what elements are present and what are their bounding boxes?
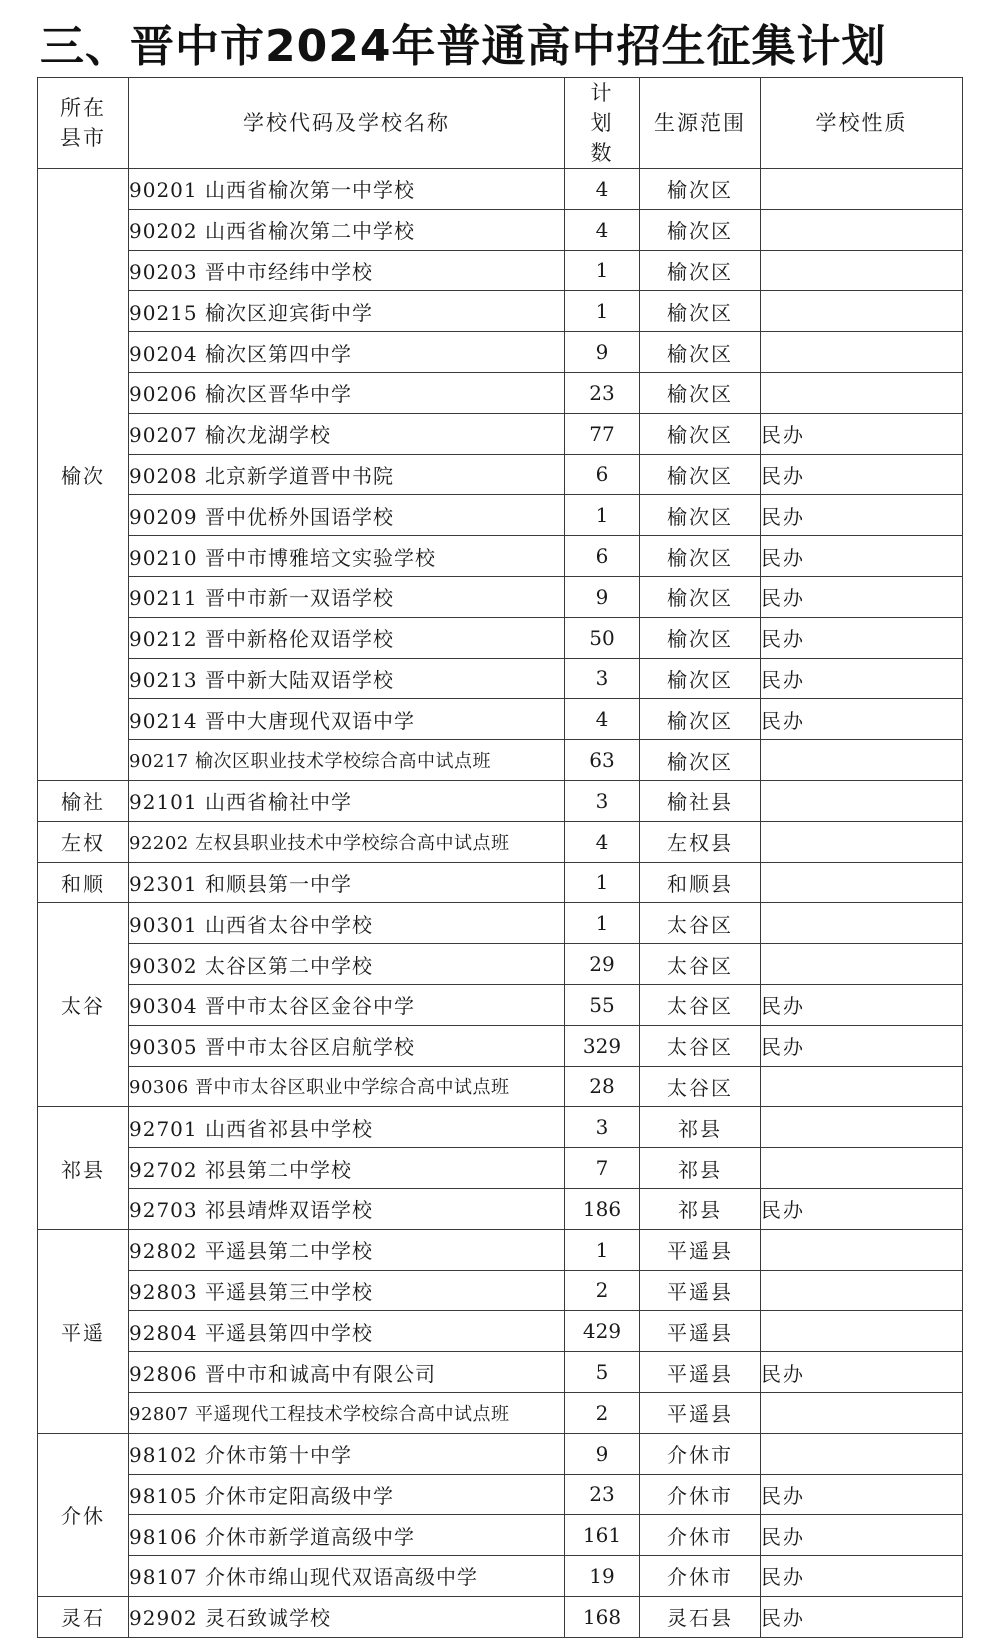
table-row	[38, 372, 963, 413]
source-scope-cell: 榆次区	[640, 209, 761, 250]
school-nature-cell	[761, 1066, 963, 1107]
plan-count-cell: 6	[565, 454, 640, 495]
school-nature-cell	[761, 780, 963, 821]
school-cell: 90202 山西省榆次第二中学校	[129, 209, 565, 250]
school-nature-cell: 民办	[761, 1474, 963, 1515]
school-nature-cell	[761, 291, 963, 332]
table-row	[38, 1596, 963, 1637]
table-row	[38, 1392, 963, 1433]
source-scope-cell: 平遥县	[640, 1352, 761, 1393]
table-row	[38, 250, 963, 291]
plan-count-cell: 7	[565, 1148, 640, 1189]
school-nature-cell	[761, 1311, 963, 1352]
plan-count-cell: 4	[565, 699, 640, 740]
school-nature-cell	[761, 1107, 963, 1148]
source-scope-cell: 榆次区	[640, 413, 761, 454]
table-row	[38, 903, 963, 944]
school-nature-cell: 民办	[761, 1596, 963, 1637]
plan-count-cell: 1	[565, 1229, 640, 1270]
source-scope-cell: 太谷区	[640, 944, 761, 985]
header-row	[38, 78, 963, 169]
school-cell: 98106 介休市新学道高级中学	[129, 1515, 565, 1556]
school-nature-cell: 民办	[761, 1556, 963, 1597]
school-nature-cell	[761, 209, 963, 250]
school-nature-cell: 民办	[761, 699, 963, 740]
plan-count-cell: 168	[565, 1596, 640, 1637]
table-row	[38, 821, 963, 862]
table-row	[38, 1066, 963, 1107]
school-cell: 92902 灵石致诚学校	[129, 1596, 565, 1637]
plan-count-cell: 50	[565, 617, 640, 658]
plan-count-cell: 2	[565, 1270, 640, 1311]
source-scope-cell: 左权县	[640, 821, 761, 862]
school-nature-cell	[761, 372, 963, 413]
plan-count-cell: 23	[565, 372, 640, 413]
plan-count-cell: 3	[565, 780, 640, 821]
source-scope-cell: 榆次区	[640, 291, 761, 332]
header-county: 所在县市	[38, 78, 129, 169]
table-row	[38, 984, 963, 1025]
header-nature: 学校性质	[761, 78, 963, 169]
school-cell: 90214 晋中大唐现代双语中学	[129, 699, 565, 740]
school-nature-cell: 民办	[761, 576, 963, 617]
table-row	[38, 1556, 963, 1597]
county-cell: 平遥	[38, 1229, 129, 1433]
plan-count-cell: 28	[565, 1066, 640, 1107]
source-scope-cell: 介休市	[640, 1433, 761, 1474]
school-cell: 90209 晋中优桥外国语学校	[129, 495, 565, 536]
table-row	[38, 1229, 963, 1270]
header-school: 学校代码及学校名称	[129, 78, 565, 169]
table-row	[38, 1352, 963, 1393]
school-cell: 90305 晋中市太谷区启航学校	[129, 1025, 565, 1066]
school-cell: 98107 介休市绵山现代双语高级中学	[129, 1556, 565, 1597]
source-scope-cell: 灵石县	[640, 1596, 761, 1637]
school-nature-cell: 民办	[761, 413, 963, 454]
school-nature-cell	[761, 944, 963, 985]
school-cell: 90212 晋中新格伦双语学校	[129, 617, 565, 658]
table-row	[38, 944, 963, 985]
table-row	[38, 1025, 963, 1066]
source-scope-cell: 榆次区	[640, 250, 761, 291]
source-scope-cell: 介休市	[640, 1474, 761, 1515]
school-cell: 90210 晋中市博雅培文实验学校	[129, 536, 565, 577]
plan-count-cell: 186	[565, 1188, 640, 1229]
source-scope-cell: 榆次区	[640, 536, 761, 577]
header-plan: 计划数	[565, 78, 640, 169]
page-title: 三、晋中市2024年普通高中招生征集计划	[40, 21, 887, 72]
source-scope-cell: 介休市	[640, 1515, 761, 1556]
school-nature-cell: 民办	[761, 984, 963, 1025]
table-row	[38, 740, 963, 781]
source-scope-cell: 太谷区	[640, 903, 761, 944]
plan-count-cell: 9	[565, 576, 640, 617]
plan-count-cell: 9	[565, 1433, 640, 1474]
plan-count-cell: 19	[565, 1556, 640, 1597]
plan-count-cell: 3	[565, 658, 640, 699]
school-cell: 90211 晋中市新一双语学校	[129, 576, 565, 617]
plan-count-cell: 3	[565, 1107, 640, 1148]
school-cell: 90207 榆次龙湖学校	[129, 413, 565, 454]
table-row	[38, 780, 963, 821]
county-cell: 灵石	[38, 1596, 129, 1637]
plan-count-cell: 161	[565, 1515, 640, 1556]
table-row	[38, 1474, 963, 1515]
source-scope-cell: 榆次区	[640, 658, 761, 699]
school-nature-cell	[761, 250, 963, 291]
school-nature-cell: 民办	[761, 658, 963, 699]
enrollment-plan-table	[37, 77, 963, 1638]
table-row	[38, 536, 963, 577]
school-cell: 92807 平遥现代工程技术学校综合高中试点班	[129, 1392, 565, 1433]
school-nature-cell: 民办	[761, 454, 963, 495]
source-scope-cell: 榆次区	[640, 495, 761, 536]
school-cell: 98105 介休市定阳高级中学	[129, 1474, 565, 1515]
school-cell: 90201 山西省榆次第一中学校	[129, 169, 565, 210]
table-row	[38, 1270, 963, 1311]
school-cell: 92803 平遥县第三中学校	[129, 1270, 565, 1311]
county-cell: 榆社	[38, 780, 129, 821]
plan-count-cell: 9	[565, 332, 640, 373]
source-scope-cell: 平遥县	[640, 1229, 761, 1270]
school-cell: 92802 平遥县第二中学校	[129, 1229, 565, 1270]
table-body	[38, 169, 963, 1638]
table-row	[38, 495, 963, 536]
source-scope-cell: 太谷区	[640, 1025, 761, 1066]
school-nature-cell	[761, 1433, 963, 1474]
source-scope-cell: 榆次区	[640, 699, 761, 740]
county-cell: 介休	[38, 1433, 129, 1596]
school-nature-cell	[761, 1270, 963, 1311]
source-scope-cell: 祁县	[640, 1188, 761, 1229]
table-row	[38, 862, 963, 903]
school-nature-cell	[761, 862, 963, 903]
plan-count-cell: 329	[565, 1025, 640, 1066]
source-scope-cell: 榆次区	[640, 372, 761, 413]
county-cell: 和顺	[38, 862, 129, 903]
plan-count-cell: 1	[565, 495, 640, 536]
source-scope-cell: 介休市	[640, 1556, 761, 1597]
school-cell: 90217 榆次区职业技术学校综合高中试点班	[129, 740, 565, 781]
table-row	[38, 576, 963, 617]
school-nature-cell	[761, 332, 963, 373]
plan-count-cell: 55	[565, 984, 640, 1025]
source-scope-cell: 榆次区	[640, 576, 761, 617]
plan-count-cell: 1	[565, 250, 640, 291]
source-scope-cell: 平遥县	[640, 1311, 761, 1352]
header-scope: 生源范围	[640, 78, 761, 169]
school-cell: 92806 晋中市和诚高中有限公司	[129, 1352, 565, 1393]
table-row	[38, 209, 963, 250]
county-cell: 祁县	[38, 1107, 129, 1229]
plan-count-cell: 6	[565, 536, 640, 577]
school-cell: 90213 晋中新大陆双语学校	[129, 658, 565, 699]
school-cell: 90304 晋中市太谷区金谷中学	[129, 984, 565, 1025]
table-row	[38, 169, 963, 210]
source-scope-cell: 榆社县	[640, 780, 761, 821]
school-nature-cell	[761, 740, 963, 781]
school-nature-cell	[761, 1148, 963, 1189]
school-cell: 90301 山西省太谷中学校	[129, 903, 565, 944]
plan-count-cell: 23	[565, 1474, 640, 1515]
plan-count-cell: 4	[565, 209, 640, 250]
source-scope-cell: 太谷区	[640, 984, 761, 1025]
school-cell: 90204 榆次区第四中学	[129, 332, 565, 373]
plan-count-cell: 5	[565, 1352, 640, 1393]
school-nature-cell	[761, 169, 963, 210]
county-cell: 左权	[38, 821, 129, 862]
school-nature-cell	[761, 1392, 963, 1433]
school-nature-cell: 民办	[761, 1025, 963, 1066]
source-scope-cell: 榆次区	[640, 454, 761, 495]
school-nature-cell: 民办	[761, 1352, 963, 1393]
plan-count-cell: 4	[565, 169, 640, 210]
school-nature-cell: 民办	[761, 617, 963, 658]
source-scope-cell: 平遥县	[640, 1392, 761, 1433]
table-row	[38, 1433, 963, 1474]
plan-count-cell: 29	[565, 944, 640, 985]
source-scope-cell: 祁县	[640, 1107, 761, 1148]
school-cell: 90206 榆次区晋华中学	[129, 372, 565, 413]
school-cell: 90306 晋中市太谷区职业中学综合高中试点班	[129, 1066, 565, 1107]
county-cell: 榆次	[38, 169, 129, 781]
table-row	[38, 1148, 963, 1189]
school-nature-cell: 民办	[761, 1515, 963, 1556]
source-scope-cell: 太谷区	[640, 1066, 761, 1107]
plan-count-cell: 1	[565, 291, 640, 332]
school-nature-cell: 民办	[761, 1188, 963, 1229]
table-row	[38, 1515, 963, 1556]
table-row	[38, 454, 963, 495]
table-row	[38, 1107, 963, 1148]
table-row	[38, 1188, 963, 1229]
school-cell: 92202 左权县职业技术中学校综合高中试点班	[129, 821, 565, 862]
plan-count-cell: 63	[565, 740, 640, 781]
school-nature-cell	[761, 1229, 963, 1270]
school-cell: 90302 太谷区第二中学校	[129, 944, 565, 985]
school-cell: 90208 北京新学道晋中书院	[129, 454, 565, 495]
school-nature-cell	[761, 903, 963, 944]
school-cell: 92804 平遥县第四中学校	[129, 1311, 565, 1352]
source-scope-cell: 和顺县	[640, 862, 761, 903]
table-row	[38, 658, 963, 699]
source-scope-cell: 平遥县	[640, 1270, 761, 1311]
plan-count-cell: 4	[565, 821, 640, 862]
table-row	[38, 1311, 963, 1352]
plan-count-cell: 1	[565, 903, 640, 944]
table-row	[38, 699, 963, 740]
school-cell: 98102 介休市第十中学	[129, 1433, 565, 1474]
table-row	[38, 332, 963, 373]
table-row	[38, 617, 963, 658]
county-cell: 太谷	[38, 903, 129, 1107]
school-cell: 92702 祁县第二中学校	[129, 1148, 565, 1189]
plan-count-cell: 2	[565, 1392, 640, 1433]
plan-count-cell: 1	[565, 862, 640, 903]
school-cell: 92101 山西省榆社中学	[129, 780, 565, 821]
table-row	[38, 413, 963, 454]
table-row	[38, 291, 963, 332]
school-cell: 92701 山西省祁县中学校	[129, 1107, 565, 1148]
school-nature-cell: 民办	[761, 495, 963, 536]
school-nature-cell	[761, 821, 963, 862]
school-cell: 90203 晋中市经纬中学校	[129, 250, 565, 291]
source-scope-cell: 榆次区	[640, 740, 761, 781]
plan-count-cell: 77	[565, 413, 640, 454]
source-scope-cell: 榆次区	[640, 169, 761, 210]
school-cell: 90215 榆次区迎宾街中学	[129, 291, 565, 332]
school-cell: 92301 和顺县第一中学	[129, 862, 565, 903]
plan-count-cell: 429	[565, 1311, 640, 1352]
source-scope-cell: 祁县	[640, 1148, 761, 1189]
school-nature-cell: 民办	[761, 536, 963, 577]
school-cell: 92703 祁县靖烨双语学校	[129, 1188, 565, 1229]
source-scope-cell: 榆次区	[640, 332, 761, 373]
source-scope-cell: 榆次区	[640, 617, 761, 658]
